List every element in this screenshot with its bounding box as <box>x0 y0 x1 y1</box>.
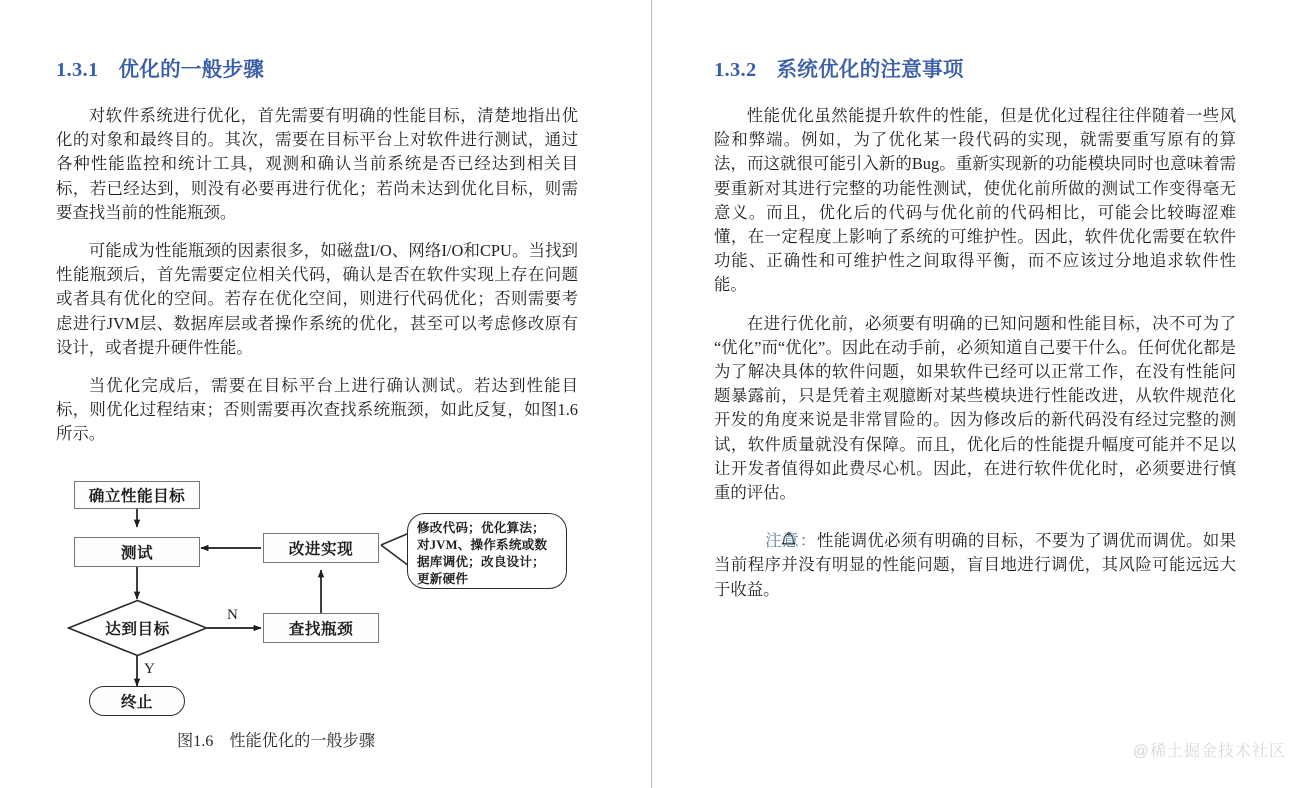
right-page <box>652 0 1308 788</box>
flow-node-test-label: 测试 <box>120 544 154 562</box>
section-heading-131 <box>56 52 578 82</box>
section-title: 优化的一般步骤 <box>118 59 265 81</box>
paragraph: 性能优化虽然能提升软件的性能，但是优化过程往往伴随着一些风险和弊端。例如，为了优化某一段代码的实现，就需要重写原有的算法，而这就很可能引入新的Bug。重新实现新的功能模块同时也意味着需要重新对其进行完整的功能性测试，使优化前所做的测试工作变得毫无意义。而且，优化后的代码与优化前的代码相比，可能会比较晦涩难懂，在一定程度上影响了系统的可维护性。因此，软件优化需要在软件功能、正确性和可维护性之间取得平衡，而不应该过分地追求软件性能。 <box>714 106 1236 295</box>
figure-caption-title: 性能优化的一般步骤 <box>229 731 376 750</box>
note-text: 性能调优必须有明确的目标，不要为了调优而调优。如果当前程序并没有明显的性能问题，盲目地进行调优，其风险可能远远大于收益。 <box>714 531 1237 599</box>
flow-node-start <box>74 481 200 509</box>
paragraph: 可能成为性能瓶颈的因素很多，如磁盘I/O、网络I/O和CPU。当找到性能瓶颈后，首先需要定位相关代码，确认是否在软件实现上存在问题或者具有优化的空间。若存在优化空间，则进行代码优化；否则需要考虑进行JVM层、数据库层或者操作系统的优化，甚至可以考虑修改原有设计，或者提升硬件性能。 <box>56 241 578 357</box>
paragraph: 在进行优化前，必须要有明确的已知问题和性能目标，决不可为了“优化”而“优化”。因此在动手前，必须知道自己要干什么。任何优化都是为了解决具体的软件问题，如果软件已经可以正常工作，在没有性能问题暴露前，只是凭着主观臆断对某些模块进行性能改进，从软件规范化开发的角度来说是非常冒险的。因为修改后的新代码没有经过完整的测试，软件质量就没有保障。而且，优化后的性能提升幅度可能并不足以让开发者值得如此费尽心机。因此，在进行软件优化时，必须要进行慎重的评估。 <box>714 313 1236 503</box>
figure-1-6 <box>56 465 578 765</box>
paragraph: 对软件系统进行优化，首先需要有明确的性能目标，清楚地指出优化的对象和最终目的。其次，需要在目标平台上对软件进行测试，通过各种性能监控和统计工具，观测和确认当前系统是否已经达到相关目标，若已经达到，则没有必要再进行优化；若尚未达到优化目标，则需要查找当前的性能瓶颈。 <box>56 106 578 222</box>
watermark: @稀土掘金技术社区 <box>1132 743 1286 760</box>
flow-node-terminate <box>89 686 185 716</box>
left-page-column <box>56 52 578 765</box>
left-page <box>0 0 651 788</box>
callout-line: 修改代码；优化算法； <box>417 520 545 535</box>
section-number: 1.3.1 <box>56 59 99 81</box>
flow-node-decision <box>67 599 208 657</box>
callout-line: 据库调优；改良设计； <box>417 555 545 570</box>
flow-callout-note <box>407 513 567 589</box>
note-paragraph <box>714 529 1236 602</box>
flow-node-find-bottleneck-label: 查找瓶颈 <box>288 620 354 638</box>
bell-icon <box>747 532 764 549</box>
flow-node-terminate-label: 终止 <box>120 693 154 711</box>
flow-node-decision-label: 达到目标 <box>105 620 170 638</box>
section-number: 1.3.2 <box>714 59 757 81</box>
flow-node-improve <box>263 533 379 563</box>
section-title: 系统优化的注意事项 <box>776 59 964 81</box>
flow-node-find-bottleneck <box>263 613 379 643</box>
flow-node-improve-label: 改进实现 <box>288 540 354 558</box>
callout-line: 更新硬件 <box>417 572 469 587</box>
paragraph: 当优化完成后，需要在目标平台上进行确认测试。若达到性能目标，则优化过程结束；否则需要再次查找系统瓶颈，如此反复，如图1.6所示。 <box>56 376 578 444</box>
edge-label-yes: Y <box>144 660 155 677</box>
edge-label-no: N <box>227 606 238 623</box>
callout-line: 对JVM、操作系统或数 <box>417 537 548 552</box>
section-heading-132 <box>714 52 1236 82</box>
flow-node-test <box>74 537 200 567</box>
right-page-column <box>714 52 1236 602</box>
figure-caption-number: 图1.6 <box>176 731 214 750</box>
note-label: 注意： <box>764 531 818 551</box>
flow-node-start-label: 确立性能目标 <box>88 487 186 505</box>
figure-caption <box>56 727 496 751</box>
